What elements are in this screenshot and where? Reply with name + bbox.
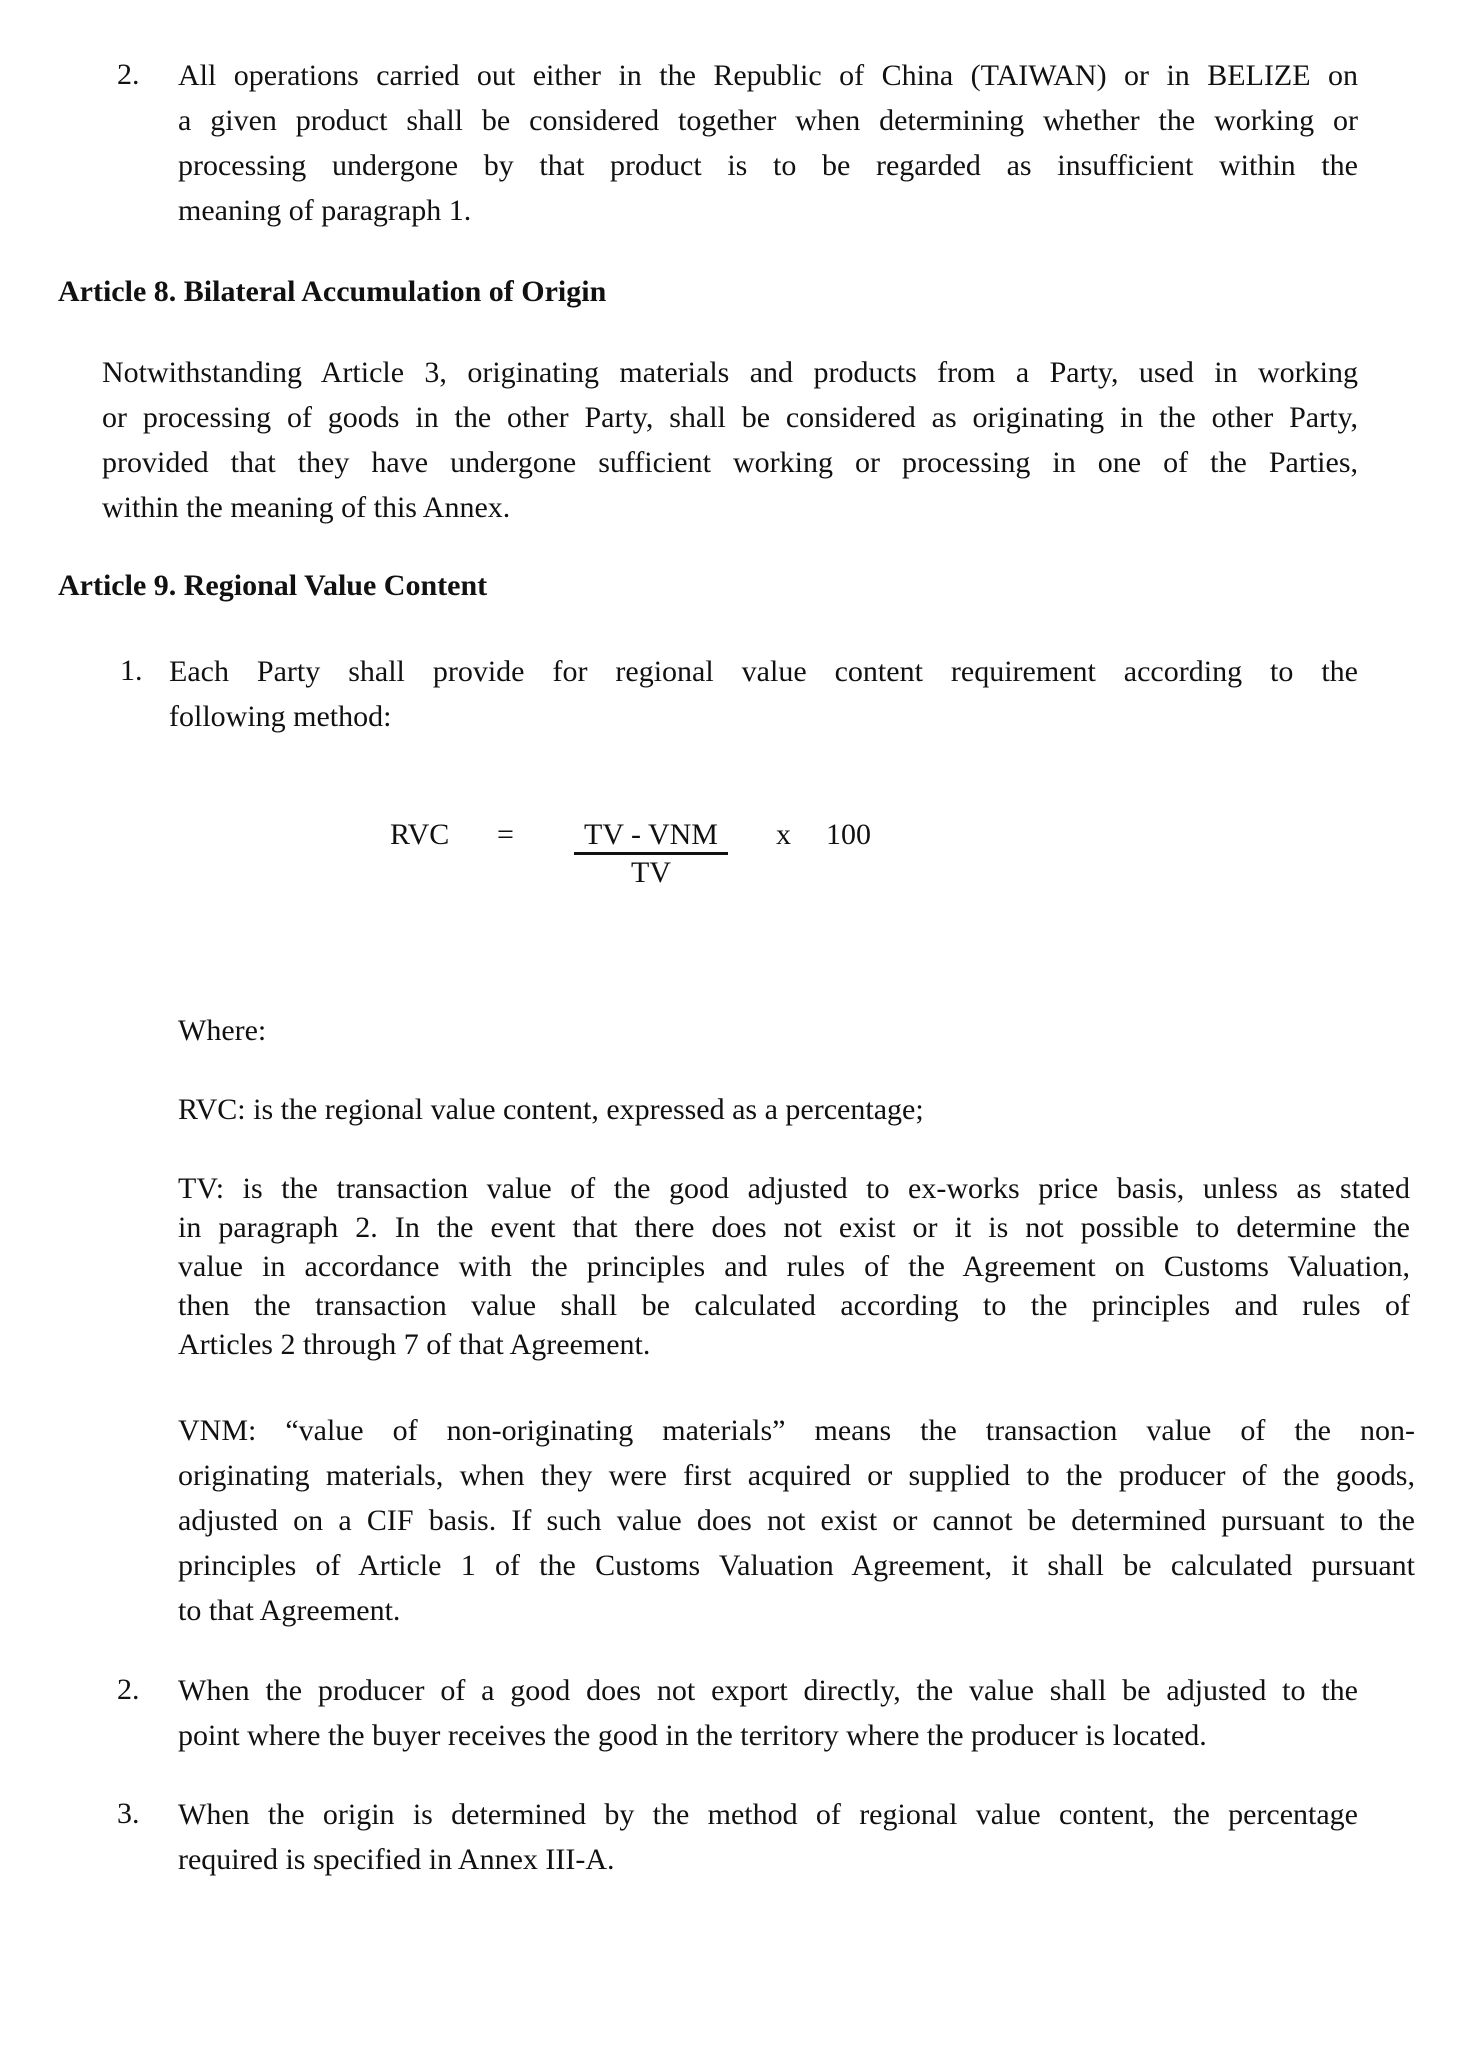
list-number: 2. xyxy=(117,58,140,91)
formula-denominator: TV xyxy=(631,856,671,889)
text-line: TV: is the transaction value of the good adjusted to ex-works price basis, unless as stated xyxy=(178,1172,1410,1205)
list-number: 1. xyxy=(120,654,143,687)
text-line: principles of Article 1 of the Customs Valuation Agreement, it shall be calculated pursuant xyxy=(178,1549,1415,1582)
text-line: adjusted on a CIF basis. If such value does not exist or cannot be determined pursuant to the xyxy=(178,1504,1415,1537)
definition-rvc: RVC: is the regional value content, expressed as a percentage; xyxy=(178,1093,924,1126)
text-line: Articles 2 through 7 of that Agreement. xyxy=(178,1328,651,1361)
definition-tv xyxy=(178,1169,1410,1364)
text-line: in paragraph 2. In the event that there does not exist or it is not possible to determine the xyxy=(178,1211,1410,1244)
article9-item-2 xyxy=(178,1668,1358,1758)
formula-factor: 100 xyxy=(826,818,871,851)
text-line: When the producer of a good does not export directly, the value shall be adjusted to the xyxy=(178,1674,1358,1707)
where-label: Where: xyxy=(178,1014,267,1047)
text-line: When the origin is determined by the method of regional value content, the percentage xyxy=(178,1798,1358,1831)
formula-lhs: RVC xyxy=(390,818,450,851)
formula-equals: = xyxy=(497,818,514,851)
formula-times: x xyxy=(776,818,791,851)
article9-item-3 xyxy=(178,1792,1358,1882)
text-line: or processing of goods in the other Party, shall be considered as originating in the other Party, xyxy=(102,401,1358,434)
text-line: Each Party shall provide for regional value content requirement according to the xyxy=(169,655,1358,688)
text-line: VNM: “value of non-originating materials” means the transaction value of the non- xyxy=(178,1414,1415,1447)
list-number: 3. xyxy=(117,1797,140,1830)
definition-vnm xyxy=(178,1408,1415,1633)
text-line: then the transaction value shall be calculated according to the principles and rules of xyxy=(178,1289,1410,1322)
article9-heading: Article 9. Regional Value Content xyxy=(58,569,488,602)
text-line: All operations carried out either in the Republic of China (TAIWAN) or in BELIZE on xyxy=(178,59,1358,92)
list-number: 2. xyxy=(117,1673,140,1706)
text-line: value in accordance with the principles and rules of the Agreement on Customs Valuation, xyxy=(178,1250,1410,1283)
text-line: originating materials, when they were first acquired or supplied to the producer of the goods, xyxy=(178,1459,1415,1492)
text-line: following method: xyxy=(169,700,392,733)
formula-numerator: TV - VNM xyxy=(574,818,728,855)
article7-paragraph-2 xyxy=(178,53,1358,233)
text-line: a given product shall be considered together when determining whether the working or xyxy=(178,104,1358,137)
article8-heading: Article 8. Bilateral Accumulation of Origin xyxy=(58,275,607,308)
article9-item-1 xyxy=(169,649,1358,739)
text-line: Notwithstanding Article 3, originating materials and products from a Party, used in working xyxy=(102,356,1358,389)
text-line: within the meaning of this Annex. xyxy=(102,491,511,524)
text-line: processing undergone by that product is to be regarded as insufficient within the xyxy=(178,149,1358,182)
text-line: meaning of paragraph 1. xyxy=(178,194,472,227)
text-line: point where the buyer receives the good in the territory where the producer is located. xyxy=(178,1719,1207,1752)
text-line: provided that they have undergone sufficient working or processing in one of the Parties, xyxy=(102,446,1358,479)
article8-paragraph xyxy=(102,350,1358,530)
text-line: required is specified in Annex III-A. xyxy=(178,1843,615,1876)
text-line: to that Agreement. xyxy=(178,1594,401,1627)
